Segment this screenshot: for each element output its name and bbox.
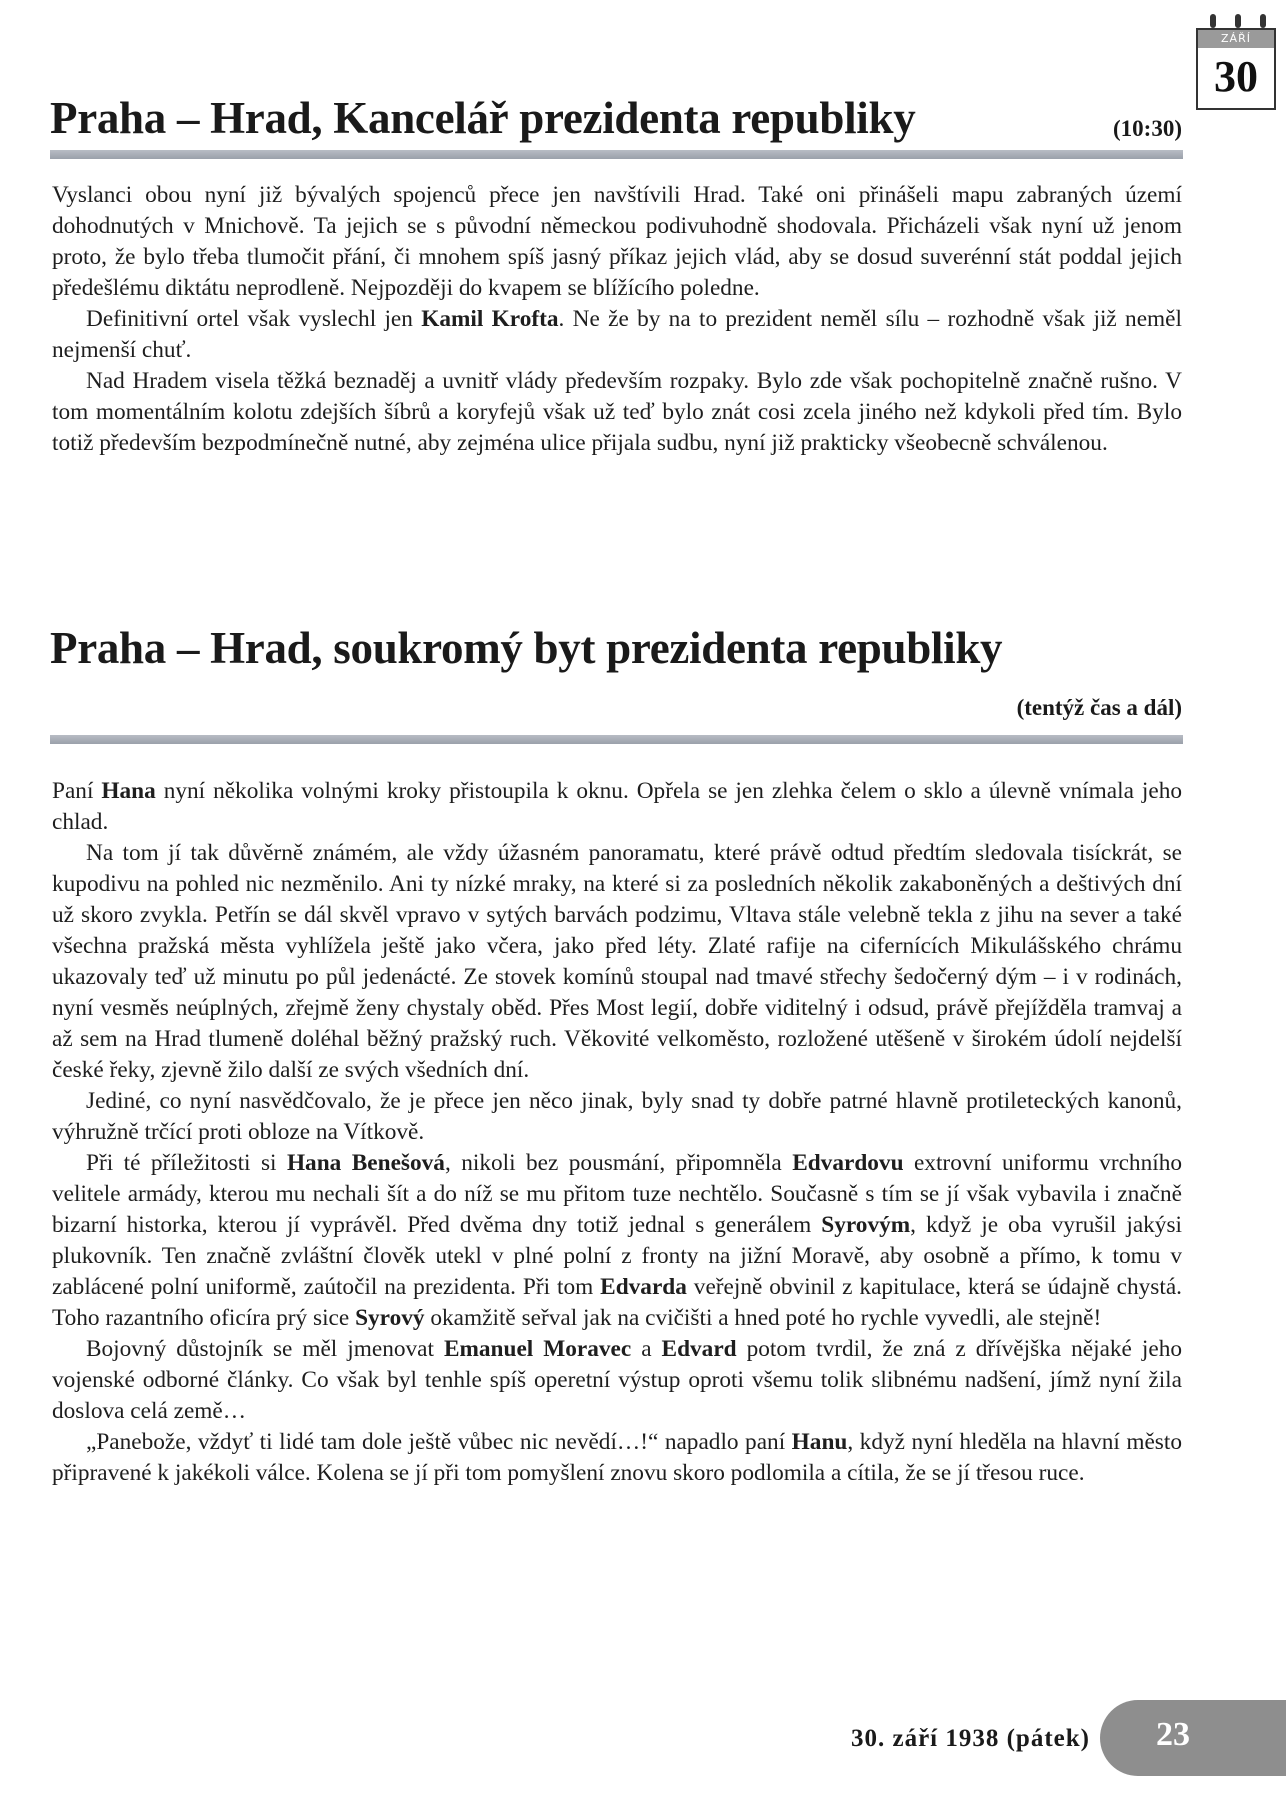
text-run: okamžitě seřval jak na cvičišti a hned poté ho rychle vyvedli, ale stejně! [424,1305,1102,1331]
section1-heading: Praha – Hrad, Kancelář prezidenta republiky [50,93,916,143]
text-run: Jediné, co nyní nasvědčovalo, že je přece jen něco jinak, byly snad ty dobře patrné hlavně protileteckých kanonů, výhružně trčící proti obloze na Vítkově. [52,1088,1182,1145]
name-highlight: Hana Benešová [286,1150,445,1176]
calendar-day: 30 [1214,52,1258,101]
paragraph [52,838,1182,1086]
paragraph [52,776,1182,838]
text-run: Definitivní ortel však vyslechl jen [86,306,422,332]
section2-rule [50,735,1183,744]
name-highlight: Hana [101,778,156,804]
paragraph [52,304,1182,366]
name-highlight: Syrový [355,1305,425,1331]
footer-date: 30. září 1938 (pátek) [850,1725,1090,1752]
text-run: Při té příležitosti si [86,1150,287,1176]
name-highlight: Hanu [791,1429,848,1455]
text-run: Bojovný důstojník se měl jmenovat [86,1336,444,1362]
section2-heading: Praha – Hrad, soukromý byt prezidenta republiky [50,623,1003,673]
text-run: . Ne že by na to prezident neměl sílu – rozhodně však již neměl nejmenší chuť. [52,306,1182,363]
name-highlight: Edvard [661,1336,737,1362]
section1-body [52,180,1182,459]
text-run: extrovní uniformu vrchního velitele armády, kterou mu nechali šít a do níž se mu přitom tuze nechtělo. Současně s tím se jí však vybavila i značně bizarní historka, kterou jí vyprávěl. Před dvěma dny totiž jednal s generálem [52,1150,1183,1238]
section1-rule [50,150,1183,159]
text-run: Paní [52,778,102,804]
section2-body [52,776,1182,1489]
section1-time: (10:30) [1113,116,1182,141]
text-run: , nikoli bez pousmání, připomněla [444,1150,793,1176]
text-run: veřejně obvinil z kapitulace, která se údajně chystá. Toho razantního oficíra prý sice [52,1274,1182,1331]
text-run: Vyslanci obou nyní již bývalých spojenců přece jen navštívili Hrad. Také oni přinášeli mapu zabraných území dohodnutých v Mnichově. Ta jejich se s původní německou podivuhodně shodovala. Přicházeli však nyní už jenom proto, že bylo třeba tlumočit přání, či mnohem spíš jasný příkaz jejich vlád, aby se dosud suverénní stát poddal jejich předešlému diktátu neprodleně. Nejpozději do kvapem se blížícího poledne. [52,182,1182,301]
name-highlight: Syrovým [821,1212,911,1238]
text-run: , když je oba vyrušil jakýsi plukovník. Ten značně zvláštní člověk utekl v plné polní z fronty na jižní Moravě, aby osobně a přímo, k tomu v zablácené polní uniformě, zaútočil na prezidenta. Při tom [52,1212,1182,1300]
text-run: „Panebože, vždyť ti lidé tam dole ještě vůbec nic nevědí…!“ napadlo paní [86,1429,792,1455]
paragraph [52,1427,1182,1489]
paragraph [52,1148,1182,1334]
text-run: a [631,1336,662,1362]
name-highlight: Edvarda [600,1274,687,1300]
paragraph [52,180,1182,304]
name-highlight: Emanuel Moravec [443,1336,632,1362]
calendar-month: ZÁŘÍ [1198,30,1274,48]
page-number: 23 [1156,1716,1190,1753]
calendar-icon [1196,28,1276,110]
name-highlight: Kamil Krofta [421,306,559,332]
paragraph [52,1086,1182,1148]
paragraph [52,1334,1182,1427]
section2-time: (tentýž čas a dál) [1016,695,1182,720]
text-run: Na tom jí tak důvěrně známém, ale vždy úžasném panoramatu, které právě odtud předtím sledovala tisíckrát, se kupodivu na pohled nic nezměnilo. Ani ty nízké mraky, na které si za posledních několik zakaboněných a deštivých dní už skoro zvykla. Petřín se dál skvěl vpravo v sytých barvách podzimu, Vltava stále velebně tekla z jihu na sever a také všechna pražská města vyhlížela ještě jako včera, jako před léty. Zlaté rafije na cifernících Mikulášského chrámu ukazovaly teď už minutu po půl jedenácté. Ze stovek komínů stoupal nad tmavé střechy šedočerný dým – i v rodinách, nyní vesměs neúplných, zřejmě ženy chystaly oběd. Přes Most legií, dobře viditelný i odsud, právě přejížděla tramvaj a až sem na Hrad tlumeně doléhal běžný pražský ruch. Věkovité velkoměsto, rozložené utěšeně v širokém údolí nejdelší české řeky, zjevně žilo další ze svých všedních dní. [52,840,1182,1083]
text-run: , když nyní hleděla na hlavní město připravené k jakékoli válce. Kolena se jí při tom pomyšlení znovu skoro podlomila a cítila, že se jí třesou ruce. [52,1429,1182,1486]
text-run: nyní několika volnými kroky přistoupila k oknu. Opřela se jen zlehka čelem o sklo a úlevně vnímala jeho chlad. [52,778,1182,835]
name-highlight: Edvardovu [792,1150,904,1176]
text-run: potom tvrdil, že zná z dřívějška nějaké jeho vojenské odborné články. Co však byl tenhle spíš operetní výstup oproti všemu tolik slibnému nadšení, jímž nyní žila doslova celá země… [52,1336,1182,1424]
paragraph [52,366,1182,459]
text-run: Nad Hradem visela těžká beznaděj a uvnitř vlády především rozpaky. Bylo zde však pochopitelně značně rušno. V tom momentálním kolotu zdejších šíbrů a koryfejů však už teď bylo znát cosi zcela jiného než kdykoli před tím. Bylo totiž především bezpodmínečně nutné, aby zejména ulice přijala sudbu, nyní již prakticky všeobecně schválenou. [52,368,1182,456]
